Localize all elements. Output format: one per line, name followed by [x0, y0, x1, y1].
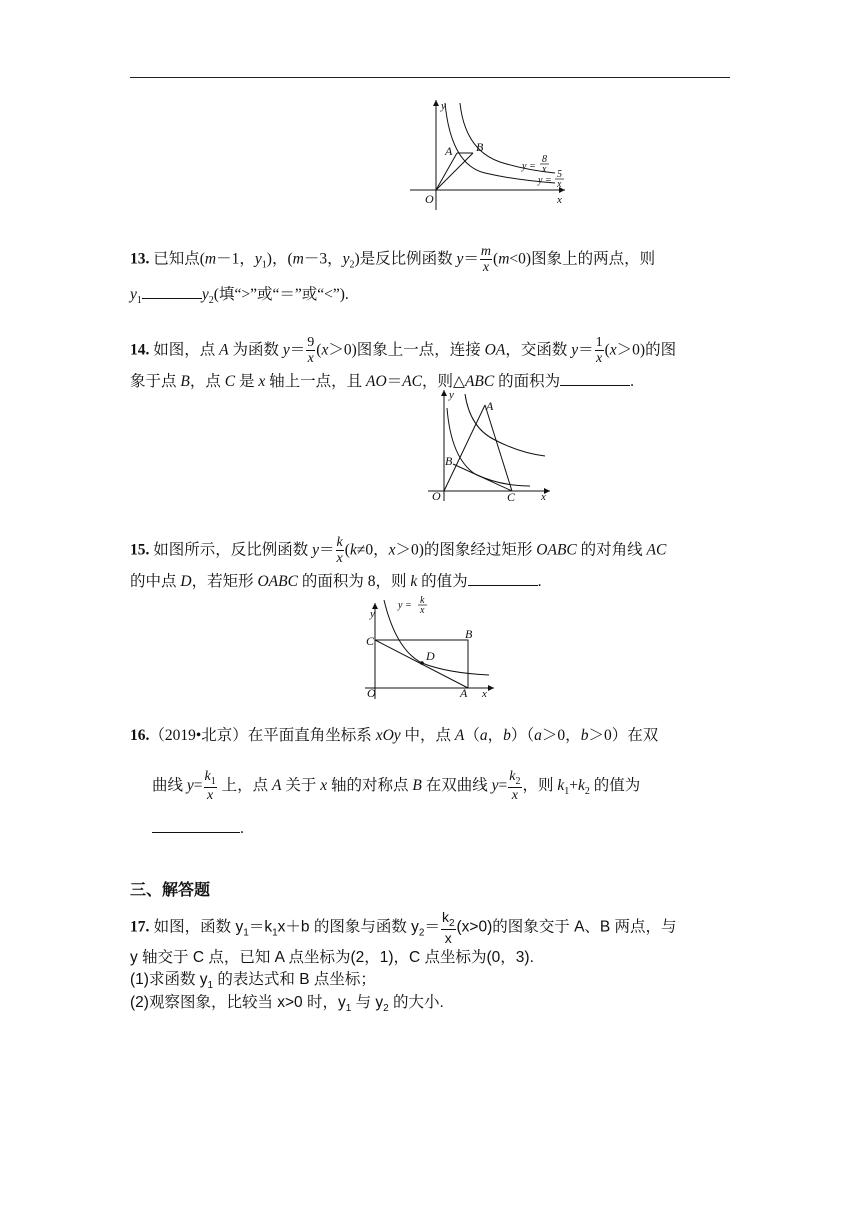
label-a: A — [486, 399, 494, 413]
q14-line1: 14. 如图，点 A 为函数 y＝ $\frac{9}{x}$ (x＞0)图象上一点，连接 OA，交函数 y＝ $\frac{1}{x}$ (x＞0)的图 — [130, 335, 677, 366]
answer-blank — [152, 818, 240, 833]
q15-line1: 15. 如图所示，反比例函数 y＝ $\frac{k}{x}$ (k≠0，x＞0)的图象经过矩形 OABC 的对角线 AC — [130, 535, 667, 566]
figure-q14 — [425, 388, 560, 503]
q16-line2: 曲线 y= $\frac{k_1}{x}$ 上，点 A 关于 x 轴的对称点 B 在双曲线 y= $\frac{k_2}{x}$ ，则 $k_1+k_2$ 的值为 — [152, 769, 641, 803]
label-o: O — [367, 686, 376, 700]
label-x: x — [557, 194, 562, 206]
fraction-9-over-x: $\frac{9}{x}$ — [307, 335, 315, 366]
curve-label: y = — [398, 600, 412, 611]
label-o: O — [432, 489, 441, 503]
q17-part2: (2)观察图象，比较当 x>0 时，$y_1$ 与 $y_2$ 的大小. — [130, 994, 444, 1015]
answer-blank — [142, 284, 202, 299]
label-c: C — [507, 490, 516, 504]
fraction-m-over-x: $\frac{m}{x}$ — [480, 244, 492, 275]
label-b: B — [465, 627, 473, 641]
label-x: x — [541, 491, 546, 503]
q13-line2: $y_1$ $y_2$(填“>”或“＝”或“<”). — [130, 286, 349, 307]
q15-line2: 的中点 D，若矩形 OABC 的面积为 8，则 k 的值为 . — [130, 573, 542, 590]
curve-label-8: y = — [522, 161, 536, 172]
label-a: A — [445, 144, 453, 158]
label-d: D — [426, 649, 435, 663]
curve-label-den: x — [420, 605, 425, 616]
answer-blank — [468, 571, 538, 586]
fraction-k1-over-x: $\frac{k_1}{x}$ — [204, 769, 216, 803]
label-b: B — [445, 454, 453, 468]
fraction-1-over-x: $\frac{1}{x}$ — [595, 335, 603, 366]
label-c: C — [366, 634, 375, 648]
section-heading: 三、解答题 — [130, 880, 211, 899]
label-x: x — [482, 688, 487, 700]
label-b: B — [476, 140, 484, 154]
curve-label-5: y = — [538, 175, 552, 186]
fraction-k2-over-x: $\frac{k_2}{x}$ — [509, 769, 521, 803]
fraction-k2-over-x: $\frac{k_2}{x}$ — [441, 909, 455, 946]
answer-blank — [560, 371, 630, 386]
curve-label-5-den: x — [557, 179, 562, 190]
q17-line1: 17. 如图，函数 $y_1=k_1x+b$ 的图象与函数 $y_2=$ $\frac{k_2}{x}$ (x>0)的图象交于 A、B 两点，与 — [130, 909, 677, 946]
curve-label-8-den: x — [542, 164, 547, 175]
label-y: y — [370, 608, 375, 620]
label-y: y — [449, 389, 454, 401]
curve-label-5-num: 5 — [557, 169, 562, 180]
curve-label-8-num: 8 — [542, 154, 547, 165]
question-number: 14. — [130, 341, 150, 359]
label-y: y — [441, 100, 446, 112]
figure-q15 — [362, 595, 507, 705]
q13-line1: 13. 已知点(m－1，$y_1$)，(m－3，$y_2$)是反比例函数 y＝ $\frac{m}{x}$ (m<0)图象上的两点，则 — [130, 244, 656, 275]
q17-line2: y 轴交于 C 点，已知 A 点坐标为(2，1)，C 点坐标为(0，3). — [130, 949, 534, 966]
q16-line1: 16.（2019•北京）在平面直角坐标系 xOy 中，点 A（a，b）（a＞0，b＞0）在双 — [130, 727, 659, 744]
header-rule — [130, 77, 730, 78]
curve-label-num: k — [420, 595, 425, 606]
q14-line2: 象于点 B，点 C 是 x 轴上一点，且 AO＝AC，则△ABC 的面积为 . — [130, 373, 634, 390]
question-number: 13. — [130, 250, 150, 268]
label-a: A — [460, 686, 468, 700]
fraction-k-over-x: $\frac{k}{x}$ — [336, 535, 343, 566]
q17-part1: (1)求函数 $y_1$ 的表达式和 B 点坐标； — [130, 971, 376, 992]
question-number: 15. — [130, 541, 150, 559]
label-o: O — [425, 192, 434, 206]
figure-q12 — [405, 95, 585, 215]
question-number: 16. — [130, 727, 150, 744]
question-number: 17. — [130, 918, 150, 936]
q16-line3: . — [152, 818, 244, 839]
